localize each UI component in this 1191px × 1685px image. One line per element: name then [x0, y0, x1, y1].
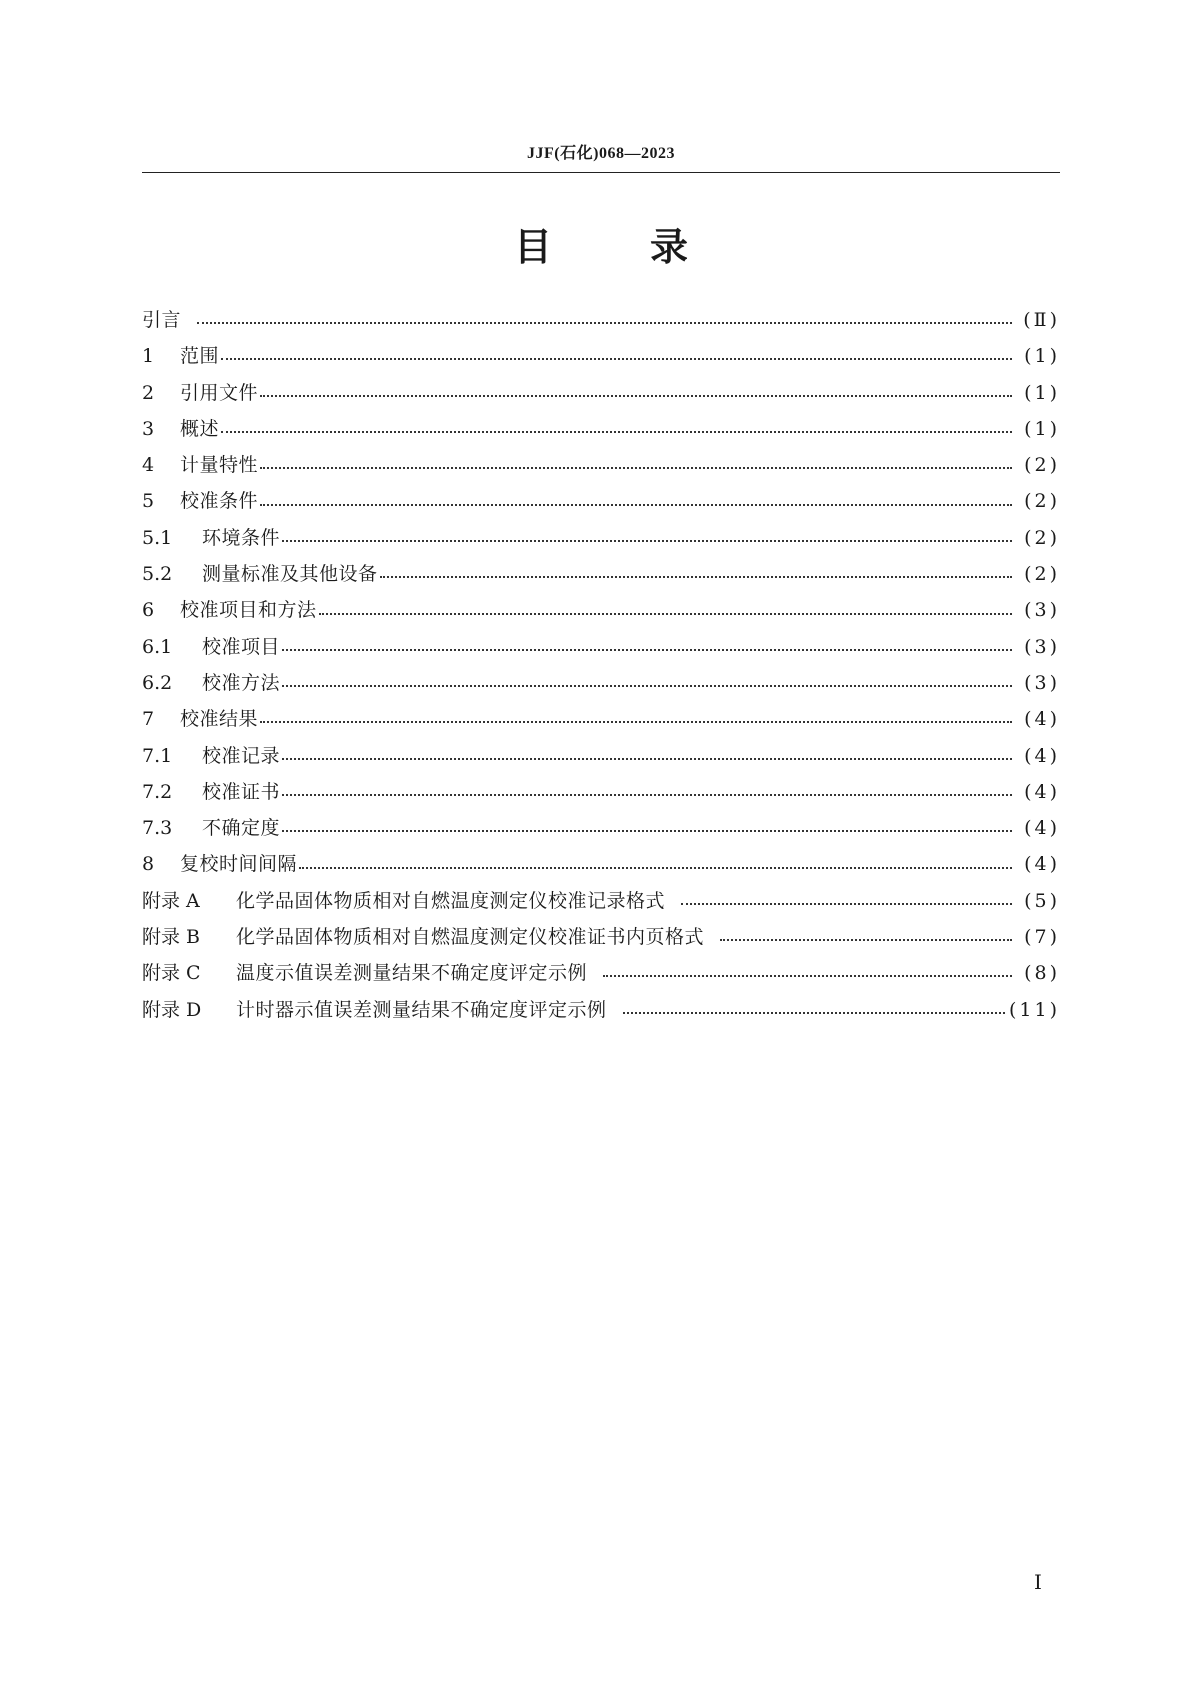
toc-entry-page: (1)	[1024, 381, 1060, 404]
toc-entry-title: 复校时间间隔	[180, 853, 298, 876]
toc-leader-dots	[282, 649, 1012, 651]
page-number: Ⅰ	[1034, 1572, 1042, 1594]
toc-leader-dots	[603, 975, 1012, 977]
title-char-1: 目	[513, 225, 552, 269]
toc-entry-page: (2)	[1024, 454, 1060, 477]
toc-entry-number: 6.2	[142, 671, 173, 694]
toc-entry-page: (3)	[1024, 599, 1060, 622]
toc-entry-number: 7	[142, 708, 155, 731]
toc-entry-page: (4)	[1024, 780, 1060, 803]
toc-entry-appendix-d[interactable]	[142, 992, 1060, 1028]
toc-entry-1[interactable]	[142, 338, 1060, 374]
toc-entry-number: 7.1	[142, 744, 173, 767]
toc-entry-6-2[interactable]	[142, 665, 1060, 701]
toc-entry-2[interactable]	[142, 375, 1060, 411]
toc-leader-dots	[260, 467, 1012, 469]
toc-entry-number: 附录 C	[142, 962, 201, 985]
toc-leader-dots	[260, 504, 1012, 506]
toc-entry-7[interactable]	[142, 701, 1060, 737]
toc-entry-title: 校准记录	[202, 744, 281, 767]
toc-entry-page: (1)	[1024, 417, 1060, 440]
toc-entry-introduction[interactable]	[142, 302, 1060, 338]
toc-leader-dots	[197, 322, 1012, 324]
toc-entry-page: (2)	[1024, 563, 1060, 586]
page-title	[142, 216, 1060, 271]
toc-entry-6[interactable]	[142, 592, 1060, 628]
toc-entry-title: 校准条件	[180, 490, 259, 513]
toc-entry-title: 校准方法	[202, 671, 281, 694]
toc-entry-page: (3)	[1024, 635, 1060, 658]
toc-entry-page: (8)	[1024, 962, 1060, 985]
toc-entry-3[interactable]	[142, 411, 1060, 447]
toc-leader-dots	[221, 431, 1012, 433]
toc-entry-page: (Ⅱ)	[1023, 309, 1060, 331]
toc-entry-title: 范围	[180, 345, 220, 368]
toc-entry-number: 6	[142, 599, 155, 622]
toc-leader-dots	[319, 613, 1012, 615]
toc-entry-page: (11)	[1008, 998, 1060, 1021]
toc-entry-page: (7)	[1024, 926, 1060, 949]
toc-entry-title: 温度示值误差测量结果不确定度评定示例	[236, 962, 588, 985]
table-of-contents	[142, 302, 1060, 1028]
toc-entry-4[interactable]	[142, 447, 1060, 483]
toc-entry-page: (5)	[1024, 889, 1060, 912]
toc-entry-number: 附录 D	[142, 998, 202, 1021]
toc-leader-dots	[221, 358, 1012, 360]
toc-entry-7-2[interactable]	[142, 774, 1060, 810]
toc-entry-page: (4)	[1024, 817, 1060, 840]
standard-code-header: JJF(石化)068—2023	[527, 145, 675, 162]
toc-entry-page: (2)	[1024, 526, 1060, 549]
toc-entry-page: (3)	[1024, 671, 1060, 694]
toc-leader-dots	[282, 794, 1012, 796]
toc-entry-page: (4)	[1024, 708, 1060, 731]
toc-entry-5[interactable]	[142, 483, 1060, 519]
toc-leader-dots	[282, 540, 1012, 542]
toc-entry-page: (2)	[1024, 490, 1060, 513]
toc-leader-dots	[299, 867, 1012, 869]
toc-entry-title: 不确定度	[202, 817, 281, 840]
toc-entry-title: 引言	[142, 309, 182, 331]
toc-entry-title: 校准结果	[180, 708, 259, 731]
toc-entry-page: (1)	[1024, 345, 1060, 368]
toc-entry-number: 2	[142, 381, 155, 404]
toc-entry-appendix-c[interactable]	[142, 955, 1060, 991]
toc-entry-number: 4	[142, 454, 155, 477]
toc-entry-number: 6.1	[142, 635, 173, 658]
toc-entry-title: 校准项目和方法	[180, 599, 317, 622]
toc-entry-title: 测量标准及其他设备	[202, 563, 378, 586]
toc-entry-number: 5.2	[142, 563, 173, 586]
toc-entry-number: 附录 B	[142, 926, 201, 949]
toc-entry-number: 5	[142, 490, 155, 513]
toc-entry-number: 8	[142, 853, 155, 876]
toc-entry-7-1[interactable]	[142, 738, 1060, 774]
toc-entry-title: 环境条件	[202, 526, 281, 549]
toc-entry-8[interactable]	[142, 846, 1060, 882]
toc-leader-dots	[260, 721, 1012, 723]
toc-entry-title: 化学品固体物质相对自燃温度测定仪校准记录格式	[236, 889, 666, 912]
toc-entry-5-2[interactable]	[142, 556, 1060, 592]
toc-entry-number: 1	[142, 345, 155, 368]
toc-leader-dots	[282, 685, 1012, 687]
toc-leader-dots	[260, 395, 1012, 397]
toc-entry-number: 7.3	[142, 817, 173, 840]
toc-leader-dots	[681, 903, 1012, 905]
toc-entry-page: (4)	[1024, 853, 1060, 876]
toc-entry-title: 计量特性	[180, 454, 259, 477]
toc-entry-title: 引用文件	[180, 381, 259, 404]
toc-entry-number: 3	[142, 417, 155, 440]
toc-entry-title: 计时器示值误差测量结果不确定度评定示例	[236, 998, 607, 1021]
header-divider	[142, 172, 1060, 173]
toc-entry-appendix-b[interactable]	[142, 919, 1060, 955]
toc-entry-appendix-a[interactable]	[142, 883, 1060, 919]
toc-entry-5-1[interactable]	[142, 520, 1060, 556]
toc-leader-dots	[282, 830, 1012, 832]
toc-entry-page: (4)	[1024, 744, 1060, 767]
toc-entry-6-1[interactable]	[142, 629, 1060, 665]
toc-entry-title: 概述	[180, 417, 220, 440]
toc-entry-title: 化学品固体物质相对自燃温度测定仪校准证书内页格式	[236, 926, 705, 949]
toc-entry-number: 5.1	[142, 526, 173, 549]
toc-leader-dots	[282, 758, 1012, 760]
toc-entry-number: 附录 A	[142, 889, 200, 912]
toc-entry-title: 校准项目	[202, 635, 281, 658]
toc-leader-dots	[380, 576, 1012, 578]
toc-entry-title: 校准证书	[202, 780, 281, 803]
title-char-2: 录	[650, 225, 689, 269]
toc-entry-7-3[interactable]	[142, 810, 1060, 846]
toc-entry-number: 7.2	[142, 780, 173, 803]
toc-leader-dots	[623, 1012, 1005, 1014]
toc-leader-dots	[720, 939, 1012, 941]
